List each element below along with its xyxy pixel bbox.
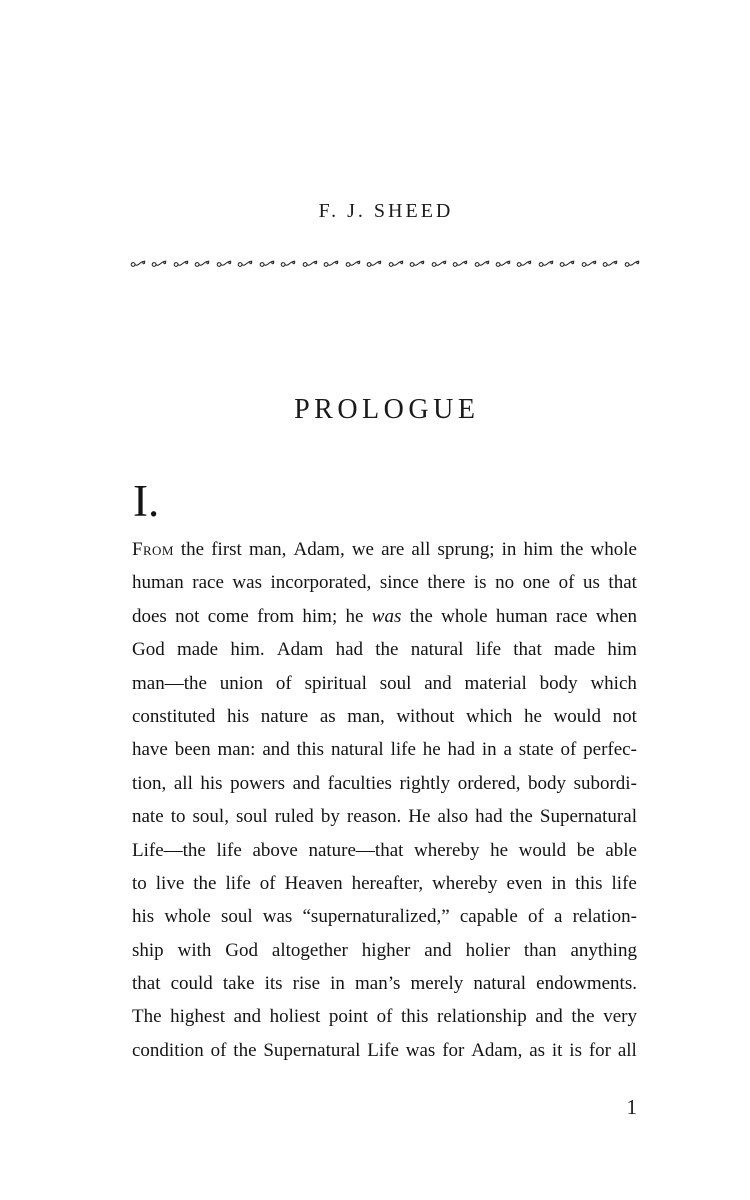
word: state <box>518 739 554 761</box>
word: the <box>560 539 584 560</box>
word: the <box>180 539 205 560</box>
swash-ornament-icon <box>130 257 146 269</box>
swash-ornament-icon <box>538 257 554 269</box>
swash-ornament-icon <box>194 257 210 269</box>
paragraph-line <box>132 967 637 1000</box>
word: Supernatural <box>539 806 637 828</box>
word: to <box>170 806 186 828</box>
word: nature <box>260 705 309 727</box>
word: Life <box>367 1039 399 1061</box>
word: for <box>442 1039 465 1061</box>
word: life <box>225 872 251 894</box>
word: it <box>551 1039 563 1061</box>
word: to <box>132 872 147 894</box>
word: and <box>292 772 321 794</box>
swash-ornament-icon <box>173 257 189 269</box>
word: human <box>495 605 548 627</box>
word: us <box>582 572 600 594</box>
word: which <box>465 705 513 727</box>
word: Supernatural <box>263 1039 361 1061</box>
word: when <box>595 605 637 627</box>
word: He <box>408 806 431 828</box>
word: spiritual <box>304 672 367 694</box>
word: rightly <box>399 772 451 794</box>
swash-ornament-icon <box>452 257 468 269</box>
paragraph-line <box>132 1000 637 1033</box>
word: from <box>257 605 295 627</box>
word: race <box>192 572 224 594</box>
word: his <box>132 906 155 928</box>
swash-ornament-icon <box>559 257 575 269</box>
word: Adam, <box>293 539 345 560</box>
word: man, <box>347 705 385 727</box>
swash-ornament-icon <box>280 257 296 269</box>
word: relation- <box>572 906 637 928</box>
word: holiest <box>269 1006 321 1028</box>
word: altogether <box>271 939 348 961</box>
word: not <box>612 705 637 727</box>
section-number: I. <box>133 476 160 526</box>
word: all <box>411 539 431 560</box>
word: God <box>132 639 165 661</box>
word: even <box>506 872 543 894</box>
swash-ornament-icon <box>366 257 382 269</box>
word: the <box>409 605 433 627</box>
swash-ornament-icon <box>302 257 318 269</box>
word: since <box>379 572 419 594</box>
word: not <box>175 605 200 627</box>
swash-ornament-icon <box>216 257 232 269</box>
word: point <box>328 1006 368 1028</box>
word: man—the <box>132 672 207 694</box>
word: whole <box>441 605 488 627</box>
word: life <box>390 739 416 761</box>
word: is <box>569 1039 582 1061</box>
word: in <box>501 539 517 560</box>
word: faculties <box>327 772 392 794</box>
paragraph-line <box>132 1034 637 1067</box>
word: was <box>371 605 402 627</box>
word: powers <box>230 772 286 794</box>
swash-ornament-icon <box>624 257 640 269</box>
word: human <box>132 572 184 594</box>
word: been <box>174 739 211 761</box>
word: holier <box>465 939 510 961</box>
word: one <box>522 572 551 594</box>
word: this <box>575 872 603 894</box>
word: life <box>611 872 637 894</box>
word: union <box>219 672 264 694</box>
word: was <box>405 1039 436 1061</box>
swash-ornament-icon <box>259 257 275 269</box>
word: would <box>518 839 567 861</box>
word: the <box>571 1006 595 1028</box>
word: soul <box>236 806 268 828</box>
word: endowments. <box>536 973 637 995</box>
swash-ornament-icon <box>495 257 511 269</box>
word: and <box>233 1006 262 1028</box>
word: him <box>523 539 554 560</box>
word: man’s <box>355 973 401 995</box>
word: of <box>259 872 276 894</box>
word: this <box>296 739 325 761</box>
paragraph-line <box>132 566 637 599</box>
word: nate <box>132 806 164 828</box>
word: The <box>132 1006 162 1028</box>
word: Adam <box>276 639 324 661</box>
word: perfec- <box>583 739 637 761</box>
word: hereafter, <box>351 872 424 894</box>
word: this <box>401 1006 429 1028</box>
paragraph-line <box>132 600 637 633</box>
paragraph <box>132 533 637 1067</box>
word: body <box>528 772 567 794</box>
word: take <box>222 973 255 995</box>
word: natural <box>410 639 464 661</box>
swash-ornament-icon <box>151 257 167 269</box>
word: capable <box>459 906 518 928</box>
word: the <box>375 639 399 661</box>
word: does <box>132 605 167 627</box>
word: the <box>193 872 217 894</box>
word: of <box>376 1006 393 1028</box>
word: highest <box>170 1006 226 1028</box>
word: of <box>210 1039 227 1061</box>
word: the <box>233 1039 257 1061</box>
word: able <box>605 839 637 861</box>
word: which <box>590 672 637 694</box>
word: From <box>132 539 174 560</box>
swash-ornament-icon <box>431 257 447 269</box>
word: reason. <box>346 806 402 828</box>
word: in <box>551 872 567 894</box>
word: anything <box>570 939 637 961</box>
word: without <box>396 705 455 727</box>
word: material <box>464 672 527 694</box>
word: made <box>554 639 596 661</box>
word: we <box>351 539 374 560</box>
word: come <box>207 605 249 627</box>
swash-ornament-icon <box>345 257 361 269</box>
swash-ornament-icon <box>602 257 618 269</box>
word: he <box>490 839 509 861</box>
swash-ornament-icon <box>474 257 490 269</box>
word: rise <box>292 973 321 995</box>
paragraph-line <box>132 767 637 800</box>
word: as <box>529 1039 546 1061</box>
word: in <box>330 973 345 995</box>
ornament-row <box>130 252 640 274</box>
word: a <box>553 906 563 928</box>
swash-ornament-icon <box>323 257 339 269</box>
word: incorporated, <box>270 572 372 594</box>
swash-ornament-icon <box>237 257 253 269</box>
word: by <box>320 806 340 828</box>
word: a <box>503 739 512 761</box>
paragraph-line <box>132 633 637 666</box>
chapter-title: PROLOGUE <box>294 394 480 425</box>
word: with <box>177 939 212 961</box>
word: its <box>264 973 283 995</box>
word: would <box>553 705 602 727</box>
paragraph-line <box>132 667 637 700</box>
word: man, <box>248 539 287 560</box>
word: life <box>475 639 502 661</box>
word: first <box>211 539 242 560</box>
word: life <box>216 839 242 861</box>
page-number: 1 <box>626 1095 637 1119</box>
word: there <box>427 572 466 594</box>
word: whereby <box>432 872 498 894</box>
word: he <box>345 605 364 627</box>
word: very <box>603 1006 637 1028</box>
word: of <box>560 739 577 761</box>
word: was <box>232 572 262 594</box>
word: whole <box>164 906 211 928</box>
word: race <box>555 605 588 627</box>
paragraph-line <box>132 834 637 867</box>
word: was <box>262 906 293 928</box>
word: nature—that <box>308 839 404 861</box>
word: Life—the <box>132 839 206 861</box>
word: for <box>588 1039 611 1061</box>
word: condition <box>132 1039 204 1061</box>
word: soul <box>220 906 253 928</box>
word: “supernaturalized,” <box>302 906 450 928</box>
word: man: <box>217 739 256 761</box>
word: that <box>513 639 542 661</box>
word: that <box>132 973 161 995</box>
paragraph-line <box>132 900 637 933</box>
word: had <box>475 806 503 828</box>
word: ship <box>132 939 164 961</box>
word: ruled <box>274 806 314 828</box>
word: the <box>509 806 533 828</box>
word: Adam, <box>471 1039 523 1061</box>
word: natural <box>473 973 527 995</box>
word: live <box>155 872 185 894</box>
word: him. <box>230 639 265 661</box>
word: body <box>539 672 578 694</box>
word: Heaven <box>284 872 343 894</box>
word: that <box>608 572 637 594</box>
running-header-author: F. J. SHEED <box>318 200 454 222</box>
paragraph-line <box>132 934 637 967</box>
word: ordered, <box>457 772 521 794</box>
word: of <box>528 906 544 928</box>
swash-ornament-icon <box>409 257 425 269</box>
word: made <box>176 639 219 661</box>
word: higher <box>361 939 411 961</box>
word: subordi- <box>573 772 637 794</box>
word: of <box>558 572 575 594</box>
paragraph-line <box>132 867 637 900</box>
word: God <box>225 939 259 961</box>
word: he <box>524 705 542 727</box>
swash-ornament-icon <box>516 257 532 269</box>
word: relationship <box>437 1006 527 1028</box>
paragraph-line <box>132 700 637 733</box>
word: as <box>319 705 336 727</box>
swash-ornament-icon <box>581 257 597 269</box>
word: soul <box>379 672 412 694</box>
word: him <box>607 639 637 661</box>
word: also <box>437 806 469 828</box>
word: soul, <box>192 806 229 828</box>
word: and <box>424 939 452 961</box>
word: than <box>523 939 557 961</box>
word: constituted <box>132 705 216 727</box>
swash-ornament-icon <box>388 257 404 269</box>
word: merely <box>410 973 464 995</box>
word: could <box>170 973 213 995</box>
paragraph-line <box>132 733 637 766</box>
paragraph-line <box>132 533 637 566</box>
word: had <box>447 739 475 761</box>
word: and <box>535 1006 563 1028</box>
word: have <box>132 739 168 761</box>
word: above <box>252 839 298 861</box>
word: him; <box>302 605 338 627</box>
word: tion, <box>132 772 167 794</box>
word: are <box>381 539 405 560</box>
word: had <box>335 639 364 661</box>
word: all <box>173 772 193 794</box>
word: be <box>576 839 595 861</box>
word: his <box>226 705 250 727</box>
word: sprung; <box>437 539 495 560</box>
word: whereby <box>414 839 480 861</box>
word: natural <box>330 739 384 761</box>
word: whole <box>590 539 637 560</box>
word: and <box>262 739 290 761</box>
word: and <box>424 672 452 694</box>
word: is <box>473 572 487 594</box>
word: no <box>495 572 515 594</box>
word: he <box>422 739 441 761</box>
word: in <box>481 739 497 761</box>
word: of <box>275 672 292 694</box>
word: all <box>617 1039 637 1061</box>
word: his <box>200 772 223 794</box>
paragraph-line <box>132 800 637 833</box>
